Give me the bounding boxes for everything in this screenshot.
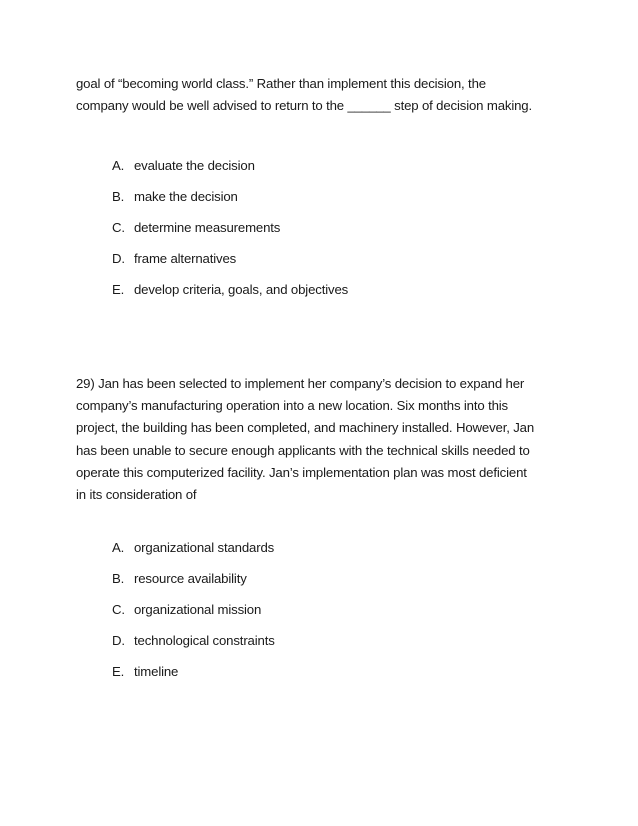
question-28-options bbox=[112, 157, 348, 312]
option-text: resource availability bbox=[134, 571, 247, 586]
option-letter: A. bbox=[112, 540, 125, 555]
question-text-line: 29) Jan has been selected to implement her company’s decision to expand her bbox=[76, 376, 525, 391]
answer-option-e bbox=[112, 663, 275, 694]
option-text: develop criteria, goals, and objectives bbox=[134, 282, 349, 297]
question-29-stem bbox=[76, 373, 576, 506]
option-text: technological constraints bbox=[134, 633, 275, 648]
option-letter: C. bbox=[112, 602, 125, 617]
option-letter: E. bbox=[112, 282, 125, 297]
answer-option-c bbox=[112, 601, 275, 632]
question-text-line: in its consideration of bbox=[76, 487, 197, 503]
answer-option-b bbox=[112, 188, 348, 219]
option-text: frame alternatives bbox=[134, 251, 237, 266]
question-text-line: goal of “becoming world class.” Rather than implement this decision, the bbox=[76, 76, 486, 91]
option-letter: E. bbox=[112, 664, 125, 679]
answer-option-b bbox=[112, 570, 275, 601]
question-text-line: company’s manufacturing operation into a new location. Six months into this bbox=[76, 398, 508, 414]
option-text: timeline bbox=[134, 664, 179, 679]
option-text: evaluate the decision bbox=[134, 158, 255, 173]
question-text-line: has been unable to secure enough applicants with the technical skills needed to bbox=[76, 442, 530, 458]
option-text: organizational mission bbox=[134, 602, 262, 617]
answer-option-d bbox=[112, 250, 348, 281]
answer-option-e bbox=[112, 281, 348, 312]
option-letter: B. bbox=[112, 189, 125, 204]
option-letter: B. bbox=[112, 571, 125, 586]
question-text-line: company would be well advised to return to the ______ step of decision making. bbox=[76, 98, 533, 114]
answer-option-a bbox=[112, 539, 275, 570]
answer-option-a bbox=[112, 157, 348, 188]
answer-option-c bbox=[112, 219, 348, 250]
question-28-stem bbox=[76, 73, 576, 117]
option-letter: C. bbox=[112, 220, 125, 235]
question-29-options bbox=[112, 539, 275, 694]
option-letter: D. bbox=[112, 633, 125, 648]
option-letter: A. bbox=[112, 158, 125, 173]
option-text: organizational standards bbox=[134, 540, 275, 555]
answer-option-d bbox=[112, 632, 275, 663]
option-text: determine measurements bbox=[134, 220, 281, 235]
question-text-line: project, the building has been completed, and machinery installed. However, Jan bbox=[76, 420, 535, 436]
question-text-line: operate this computerized facility. Jan’s implementation plan was most deficient bbox=[76, 464, 527, 480]
option-letter: D. bbox=[112, 251, 125, 266]
option-text: make the decision bbox=[134, 189, 238, 204]
